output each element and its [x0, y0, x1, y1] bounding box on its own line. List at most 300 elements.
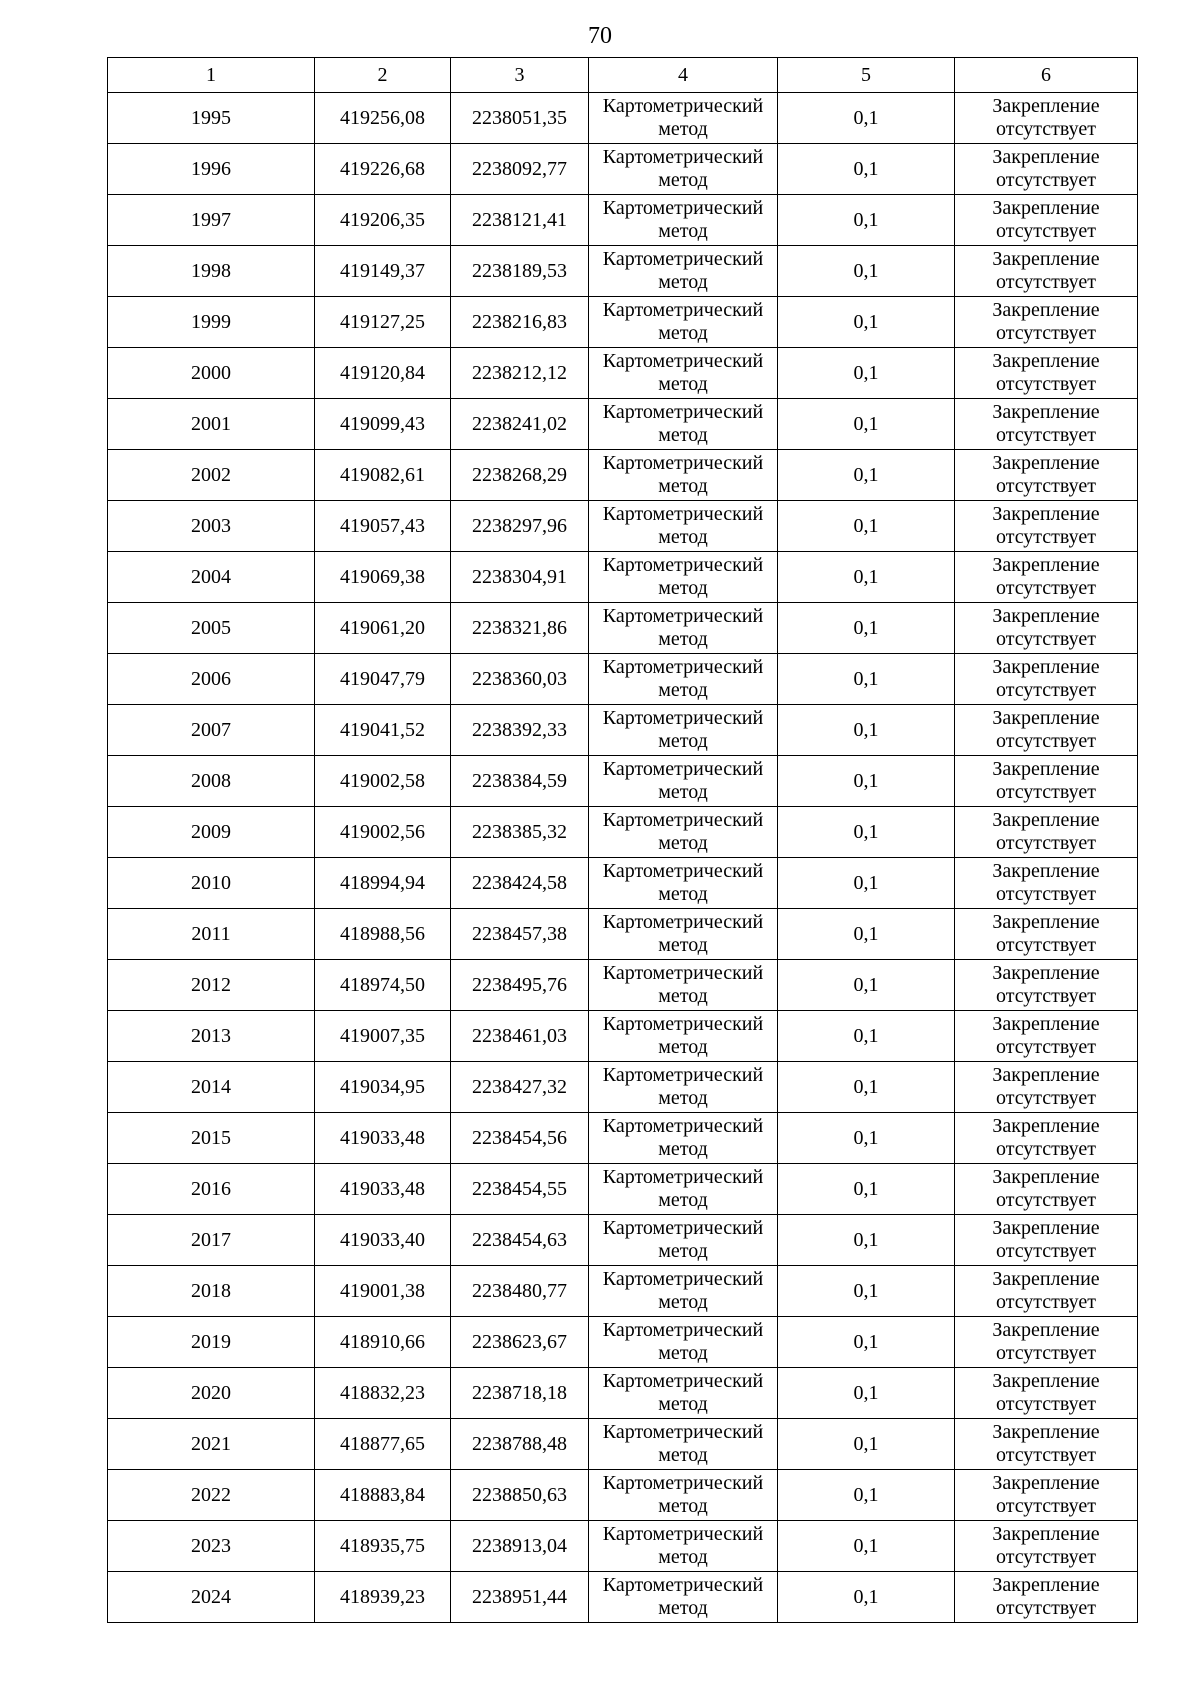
method-cell — [589, 1011, 778, 1062]
method-line-1: Картометрический — [602, 1421, 764, 1443]
coordinate-x-cell: 419002,58 — [315, 756, 451, 807]
method-line-1: Картометрический — [602, 197, 764, 219]
table-row — [108, 450, 1138, 501]
accuracy-cell: 0,1 — [778, 1521, 955, 1572]
method-line-2: метод — [658, 169, 708, 191]
method-line-1: Картометрический — [602, 605, 764, 627]
accuracy-cell: 0,1 — [778, 756, 955, 807]
point-number-cell: 1999 — [108, 297, 315, 348]
method-line-1: Картометрический — [602, 1370, 764, 1392]
method-line-1: Картометрический — [602, 1472, 764, 1494]
accuracy-cell: 0,1 — [778, 399, 955, 450]
coordinate-y-cell: 2238788,48 — [451, 1419, 589, 1470]
accuracy-cell: 0,1 — [778, 858, 955, 909]
fixing-line-2: отсутствует — [995, 271, 1097, 293]
accuracy-cell: 0,1 — [778, 1215, 955, 1266]
method-line-1: Картометрический — [602, 401, 764, 423]
accuracy-cell: 0,1 — [778, 807, 955, 858]
fixing-line-2: отсутствует — [995, 1036, 1097, 1058]
coordinate-x-cell: 418994,94 — [315, 858, 451, 909]
fixing-line-1: Закрепление — [992, 1115, 1100, 1137]
fixing-line-2: отсутствует — [995, 628, 1097, 650]
fixing-cell — [955, 1470, 1138, 1521]
coordinate-y-cell: 2238392,33 — [451, 705, 589, 756]
point-number-cell: 2002 — [108, 450, 315, 501]
table-body — [108, 93, 1138, 1623]
point-number-cell: 2006 — [108, 654, 315, 705]
fixing-cell — [955, 1317, 1138, 1368]
fixing-line-2: отсутствует — [995, 577, 1097, 599]
point-number-cell: 1996 — [108, 144, 315, 195]
method-line-1: Картометрический — [602, 1013, 764, 1035]
accuracy-cell: 0,1 — [778, 1419, 955, 1470]
coordinate-x-cell: 418832,23 — [315, 1368, 451, 1419]
table-row — [108, 705, 1138, 756]
table-row — [108, 1011, 1138, 1062]
method-cell — [589, 654, 778, 705]
method-line-2: метод — [658, 781, 708, 803]
fixing-line-1: Закрепление — [992, 758, 1100, 780]
accuracy-cell: 0,1 — [778, 1011, 955, 1062]
fixing-cell — [955, 246, 1138, 297]
method-line-1: Картометрический — [602, 1217, 764, 1239]
fixing-line-1: Закрепление — [992, 248, 1100, 270]
coordinate-y-cell: 2238951,44 — [451, 1572, 589, 1623]
fixing-cell — [955, 1062, 1138, 1113]
point-number-cell: 2001 — [108, 399, 315, 450]
accuracy-cell: 0,1 — [778, 450, 955, 501]
method-cell — [589, 858, 778, 909]
coordinate-y-cell: 2238051,35 — [451, 93, 589, 144]
fixing-line-1: Закрепление — [992, 1013, 1100, 1035]
table-row — [108, 1572, 1138, 1623]
coordinate-y-cell: 2238457,38 — [451, 909, 589, 960]
fixing-cell — [955, 960, 1138, 1011]
method-line-2: метод — [658, 373, 708, 395]
fixing-cell — [955, 1572, 1138, 1623]
fixing-line-2: отсутствует — [995, 832, 1097, 854]
method-line-1: Картометрический — [602, 809, 764, 831]
method-cell — [589, 1113, 778, 1164]
point-number-cell: 2017 — [108, 1215, 315, 1266]
method-line-2: метод — [658, 577, 708, 599]
method-line-2: метод — [658, 1393, 708, 1415]
fixing-line-1: Закрепление — [992, 1166, 1100, 1188]
method-line-1: Картометрический — [602, 1268, 764, 1290]
point-number-cell: 2018 — [108, 1266, 315, 1317]
method-line-1: Картометрический — [602, 860, 764, 882]
fixing-line-1: Закрепление — [992, 554, 1100, 576]
method-line-2: метод — [658, 730, 708, 752]
table-row — [108, 1470, 1138, 1521]
coordinate-y-cell: 2238454,63 — [451, 1215, 589, 1266]
accuracy-cell: 0,1 — [778, 1470, 955, 1521]
fixing-line-1: Закрепление — [992, 605, 1100, 627]
coordinate-x-cell: 418883,84 — [315, 1470, 451, 1521]
method-line-1: Картометрический — [602, 758, 764, 780]
method-line-2: метод — [658, 985, 708, 1007]
method-cell — [589, 1215, 778, 1266]
method-line-2: метод — [658, 475, 708, 497]
coordinate-y-cell: 2238297,96 — [451, 501, 589, 552]
coordinate-y-cell: 2238623,67 — [451, 1317, 589, 1368]
fixing-line-1: Закрепление — [992, 656, 1100, 678]
fixing-line-2: отсутствует — [995, 1240, 1097, 1262]
fixing-line-2: отсутствует — [995, 169, 1097, 191]
coordinate-y-cell: 2238189,53 — [451, 246, 589, 297]
method-line-1: Картометрический — [602, 146, 764, 168]
table-row — [108, 603, 1138, 654]
method-line-2: метод — [658, 526, 708, 548]
table-row — [108, 654, 1138, 705]
coordinate-y-cell: 2238121,41 — [451, 195, 589, 246]
fixing-cell — [955, 297, 1138, 348]
fixing-cell — [955, 807, 1138, 858]
method-line-2: метод — [658, 424, 708, 446]
fixing-cell — [955, 1521, 1138, 1572]
coordinate-x-cell: 419047,79 — [315, 654, 451, 705]
method-cell — [589, 705, 778, 756]
point-number-cell: 2022 — [108, 1470, 315, 1521]
table-row — [108, 348, 1138, 399]
accuracy-cell: 0,1 — [778, 1266, 955, 1317]
method-cell — [589, 909, 778, 960]
fixing-line-2: отсутствует — [995, 118, 1097, 140]
coordinate-y-cell: 2238454,55 — [451, 1164, 589, 1215]
coordinate-y-cell: 2238385,32 — [451, 807, 589, 858]
coordinate-x-cell: 419069,38 — [315, 552, 451, 603]
point-number-cell: 2020 — [108, 1368, 315, 1419]
fixing-line-2: отсутствует — [995, 934, 1097, 956]
method-cell — [589, 1470, 778, 1521]
page-number: 70 — [588, 23, 612, 49]
accuracy-cell: 0,1 — [778, 1572, 955, 1623]
method-cell — [589, 1062, 778, 1113]
coordinate-y-cell: 2238913,04 — [451, 1521, 589, 1572]
fixing-line-2: отсутствует — [995, 883, 1097, 905]
accuracy-cell: 0,1 — [778, 552, 955, 603]
table-row — [108, 1113, 1138, 1164]
fixing-line-2: отсутствует — [995, 1138, 1097, 1160]
fixing-cell — [955, 858, 1138, 909]
method-cell — [589, 1572, 778, 1623]
fixing-line-2: отсутствует — [995, 373, 1097, 395]
fixing-line-2: отсутствует — [995, 424, 1097, 446]
coordinate-x-cell: 419002,56 — [315, 807, 451, 858]
fixing-line-2: отсутствует — [995, 985, 1097, 1007]
method-line-1: Картометрический — [602, 452, 764, 474]
table-row — [108, 501, 1138, 552]
coordinate-y-cell: 2238461,03 — [451, 1011, 589, 1062]
fixing-line-2: отсутствует — [995, 1342, 1097, 1364]
fixing-cell — [955, 195, 1138, 246]
accuracy-cell: 0,1 — [778, 1368, 955, 1419]
fixing-line-1: Закрепление — [992, 1523, 1100, 1545]
table-row — [108, 399, 1138, 450]
point-number-cell: 2024 — [108, 1572, 315, 1623]
method-line-2: метод — [658, 679, 708, 701]
fixing-cell — [955, 1266, 1138, 1317]
fixing-cell — [955, 756, 1138, 807]
point-number-cell: 2000 — [108, 348, 315, 399]
fixing-line-1: Закрепление — [992, 95, 1100, 117]
table-row — [108, 756, 1138, 807]
fixing-line-2: отсутствует — [995, 322, 1097, 344]
coordinate-x-cell: 419034,95 — [315, 1062, 451, 1113]
accuracy-cell: 0,1 — [778, 144, 955, 195]
fixing-line-2: отсутствует — [995, 475, 1097, 497]
point-number-cell: 1995 — [108, 93, 315, 144]
fixing-cell — [955, 1113, 1138, 1164]
fixing-line-1: Закрепление — [992, 197, 1100, 219]
fixing-cell — [955, 705, 1138, 756]
method-cell — [589, 501, 778, 552]
coordinate-y-cell: 2238321,86 — [451, 603, 589, 654]
table-row — [108, 1317, 1138, 1368]
method-line-1: Картометрический — [602, 1064, 764, 1086]
table-row — [108, 909, 1138, 960]
point-number-cell: 2016 — [108, 1164, 315, 1215]
coordinates-table — [107, 57, 1138, 1623]
fixing-cell — [955, 1011, 1138, 1062]
method-line-2: метод — [658, 220, 708, 242]
fixing-line-1: Закрепление — [992, 146, 1100, 168]
fixing-line-1: Закрепление — [992, 1421, 1100, 1443]
method-cell — [589, 144, 778, 195]
coordinate-y-cell: 2238850,63 — [451, 1470, 589, 1521]
method-cell — [589, 552, 778, 603]
method-cell — [589, 1266, 778, 1317]
point-number-cell: 2009 — [108, 807, 315, 858]
coordinate-x-cell: 418974,50 — [315, 960, 451, 1011]
fixing-cell — [955, 450, 1138, 501]
fixing-line-1: Закрепление — [992, 1370, 1100, 1392]
method-line-1: Картометрический — [602, 1574, 764, 1596]
method-cell — [589, 195, 778, 246]
fixing-line-1: Закрепление — [992, 1217, 1100, 1239]
fixing-cell — [955, 909, 1138, 960]
coordinate-y-cell: 2238212,12 — [451, 348, 589, 399]
fixing-cell — [955, 501, 1138, 552]
method-line-1: Картометрический — [602, 707, 764, 729]
accuracy-cell: 0,1 — [778, 348, 955, 399]
table-row — [108, 858, 1138, 909]
method-line-2: метод — [658, 1291, 708, 1313]
coordinate-x-cell: 418910,66 — [315, 1317, 451, 1368]
coordinate-y-cell: 2238424,58 — [451, 858, 589, 909]
method-line-2: метод — [658, 322, 708, 344]
column-header-3: 3 — [451, 58, 589, 93]
method-cell — [589, 348, 778, 399]
coordinate-x-cell: 418935,75 — [315, 1521, 451, 1572]
method-line-2: метод — [658, 934, 708, 956]
point-number-cell: 2023 — [108, 1521, 315, 1572]
fixing-line-1: Закрепление — [992, 1268, 1100, 1290]
method-cell — [589, 297, 778, 348]
point-number-cell: 2005 — [108, 603, 315, 654]
method-line-1: Картометрический — [602, 1319, 764, 1341]
fixing-line-1: Закрепление — [992, 962, 1100, 984]
accuracy-cell: 0,1 — [778, 195, 955, 246]
method-cell — [589, 93, 778, 144]
point-number-cell: 2021 — [108, 1419, 315, 1470]
column-header-5: 5 — [778, 58, 955, 93]
method-line-2: метод — [658, 1036, 708, 1058]
accuracy-cell: 0,1 — [778, 1062, 955, 1113]
table-row — [108, 93, 1138, 144]
method-line-1: Картометрический — [602, 350, 764, 372]
accuracy-cell: 0,1 — [778, 246, 955, 297]
fixing-line-1: Закрепление — [992, 503, 1100, 525]
method-line-2: метод — [658, 1240, 708, 1262]
table-row — [108, 1164, 1138, 1215]
method-cell — [589, 1419, 778, 1470]
method-line-1: Картометрический — [602, 248, 764, 270]
table-row — [108, 1215, 1138, 1266]
method-line-1: Картометрический — [602, 911, 764, 933]
fixing-line-1: Закрепление — [992, 860, 1100, 882]
fixing-cell — [955, 144, 1138, 195]
fixing-line-2: отсутствует — [995, 679, 1097, 701]
point-number-cell: 2007 — [108, 705, 315, 756]
fixing-line-2: отсутствует — [995, 1393, 1097, 1415]
fixing-cell — [955, 93, 1138, 144]
coordinate-y-cell: 2238360,03 — [451, 654, 589, 705]
method-line-1: Картометрический — [602, 503, 764, 525]
method-line-2: метод — [658, 1087, 708, 1109]
method-line-2: метод — [658, 1138, 708, 1160]
table-row — [108, 1521, 1138, 1572]
method-line-1: Картометрический — [602, 962, 764, 984]
coordinate-x-cell: 419149,37 — [315, 246, 451, 297]
method-cell — [589, 960, 778, 1011]
coordinate-x-cell: 418939,23 — [315, 1572, 451, 1623]
coordinate-y-cell: 2238480,77 — [451, 1266, 589, 1317]
coordinate-x-cell: 419001,38 — [315, 1266, 451, 1317]
method-line-2: метод — [658, 1444, 708, 1466]
point-number-cell: 2003 — [108, 501, 315, 552]
method-line-1: Картометрический — [602, 656, 764, 678]
method-line-2: метод — [658, 883, 708, 905]
point-number-cell: 2013 — [108, 1011, 315, 1062]
method-line-1: Картометрический — [602, 1166, 764, 1188]
coordinate-y-cell: 2238216,83 — [451, 297, 589, 348]
accuracy-cell: 0,1 — [778, 909, 955, 960]
coordinate-y-cell: 2238718,18 — [451, 1368, 589, 1419]
fixing-line-1: Закрепление — [992, 299, 1100, 321]
point-number-cell: 1998 — [108, 246, 315, 297]
fixing-line-1: Закрепление — [992, 707, 1100, 729]
point-number-cell: 2014 — [108, 1062, 315, 1113]
fixing-line-2: отсутствует — [995, 1087, 1097, 1109]
method-line-2: метод — [658, 628, 708, 650]
coordinate-x-cell: 419033,48 — [315, 1164, 451, 1215]
fixing-line-1: Закрепление — [992, 1064, 1100, 1086]
fixing-line-2: отсутствует — [995, 1189, 1097, 1211]
point-number-cell: 2010 — [108, 858, 315, 909]
coordinate-x-cell: 419057,43 — [315, 501, 451, 552]
coordinate-x-cell: 419206,35 — [315, 195, 451, 246]
fixing-cell — [955, 603, 1138, 654]
method-line-1: Картометрический — [602, 1115, 764, 1137]
method-cell — [589, 807, 778, 858]
coordinate-x-cell: 419061,20 — [315, 603, 451, 654]
column-header-2: 2 — [315, 58, 451, 93]
method-cell — [589, 450, 778, 501]
fixing-line-2: отсутствует — [995, 781, 1097, 803]
point-number-cell: 2004 — [108, 552, 315, 603]
coordinate-y-cell: 2238495,76 — [451, 960, 589, 1011]
column-header-6: 6 — [955, 58, 1138, 93]
table-row — [108, 297, 1138, 348]
fixing-line-2: отсутствует — [995, 1495, 1097, 1517]
method-cell — [589, 603, 778, 654]
header-row — [108, 58, 1138, 93]
fixing-cell — [955, 399, 1138, 450]
fixing-cell — [955, 1419, 1138, 1470]
fixing-line-2: отсутствует — [995, 730, 1097, 752]
fixing-line-2: отсутствует — [995, 1291, 1097, 1313]
point-number-cell: 2019 — [108, 1317, 315, 1368]
fixing-line-2: отсутствует — [995, 1597, 1097, 1619]
method-cell — [589, 1164, 778, 1215]
column-header-4: 4 — [589, 58, 778, 93]
point-number-cell: 2011 — [108, 909, 315, 960]
coordinate-x-cell: 419099,43 — [315, 399, 451, 450]
column-header-1: 1 — [108, 58, 315, 93]
table-row — [108, 144, 1138, 195]
method-cell — [589, 756, 778, 807]
fixing-line-1: Закрепление — [992, 809, 1100, 831]
method-line-1: Картометрический — [602, 299, 764, 321]
method-line-1: Картометрический — [602, 1523, 764, 1545]
method-line-2: метод — [658, 1597, 708, 1619]
coordinate-y-cell: 2238304,91 — [451, 552, 589, 603]
fixing-line-1: Закрепление — [992, 1319, 1100, 1341]
method-line-2: метод — [658, 1546, 708, 1568]
table-row — [108, 195, 1138, 246]
method-cell — [589, 399, 778, 450]
method-line-2: метод — [658, 1342, 708, 1364]
table-row — [108, 1062, 1138, 1113]
table-row — [108, 1368, 1138, 1419]
method-cell — [589, 1521, 778, 1572]
method-cell — [589, 1368, 778, 1419]
table-row — [108, 807, 1138, 858]
table-row — [108, 1419, 1138, 1470]
coordinate-y-cell: 2238384,59 — [451, 756, 589, 807]
coordinate-x-cell: 419256,08 — [315, 93, 451, 144]
fixing-line-2: отсутствует — [995, 1546, 1097, 1568]
coordinate-y-cell: 2238427,32 — [451, 1062, 589, 1113]
accuracy-cell: 0,1 — [778, 603, 955, 654]
accuracy-cell: 0,1 — [778, 1317, 955, 1368]
fixing-line-2: отсутствует — [995, 220, 1097, 242]
point-number-cell: 2015 — [108, 1113, 315, 1164]
method-line-1: Картометрический — [602, 95, 764, 117]
table-row — [108, 246, 1138, 297]
method-line-1: Картометрический — [602, 554, 764, 576]
accuracy-cell: 0,1 — [778, 93, 955, 144]
coordinate-x-cell: 419226,68 — [315, 144, 451, 195]
coordinate-x-cell: 419120,84 — [315, 348, 451, 399]
fixing-cell — [955, 1164, 1138, 1215]
fixing-cell — [955, 654, 1138, 705]
table-row — [108, 960, 1138, 1011]
coordinate-x-cell: 419033,40 — [315, 1215, 451, 1266]
coordinate-x-cell: 418988,56 — [315, 909, 451, 960]
coordinate-x-cell: 419127,25 — [315, 297, 451, 348]
